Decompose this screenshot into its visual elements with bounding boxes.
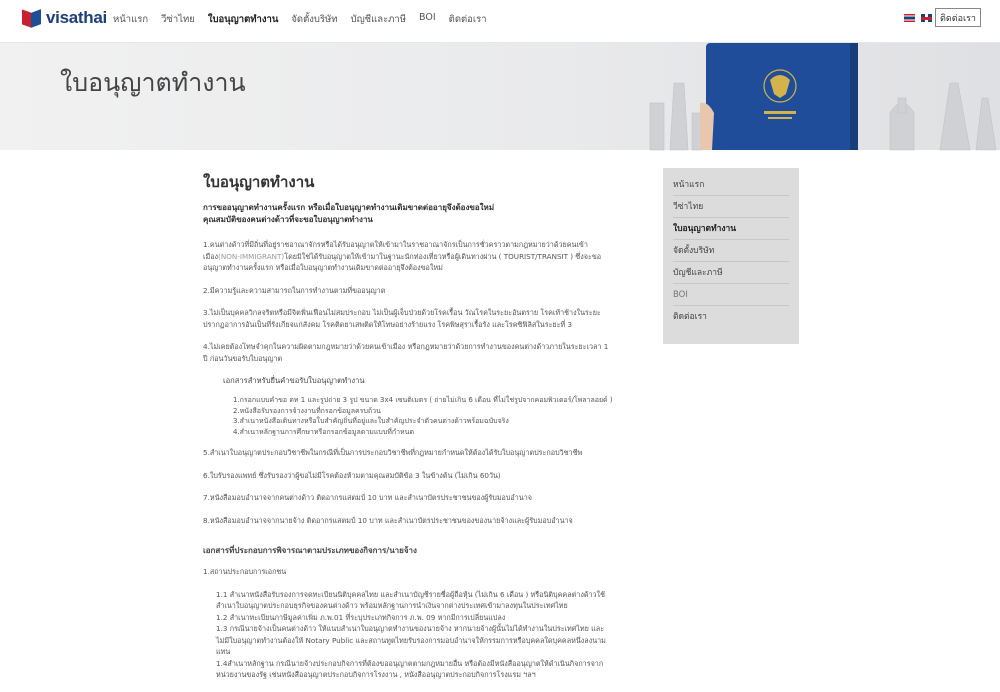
sidebar-item-work-permit[interactable]: ใบอนุญาตทำงาน xyxy=(673,218,789,240)
contact-button[interactable]: ติดต่อเรา xyxy=(935,8,981,27)
list-item: ไม่มีใบอนุญาตทำงานต้องให้ Notary Public และสถานทูตไทยรับรองการมอบอำนาจให้กรรมการหรือบุคคลใดบุคคลหนึ่งลงนาม xyxy=(216,635,606,645)
document-item-5: 5.สำเนาใบอนุญาตประกอบวิชาชีพในกรณีที่เป็นการประกอบวิชาชีพที่กฎหมายกำหนดให้ต้องได้รับใบอนุญาตประกอบวิชาชีพ xyxy=(203,448,583,457)
uk-flag-icon[interactable] xyxy=(921,14,932,22)
list-item: 1.กรอกแบบคำขอ ตท 1 และรูปถ่าย 3 รูป ขนาด 3x4 เซนติเมตร ( ถ่ายไม่เกิน 6 เดือน ที่ไม่ใช่รูปจากคอมพิวเตอร์/โพลาลอยด์ ) xyxy=(233,396,613,404)
list-item: แทน xyxy=(216,647,231,656)
work-permit-passport-image xyxy=(700,43,900,150)
nav-item-company-setup[interactable]: จัดตั้งบริษัท xyxy=(291,14,338,25)
qualification-item-4: 4.ไม่เคยต้องโทษจำคุกในความผิดตามกฎหมายว่าด้วยคนเข้าเมือง หรือกฎหมายว่าด้วยการทำงานของคนต่างด้าวภายในระยะเวลา 1 ปี ก่อนวันขอรับใบอนุญาต xyxy=(203,342,609,363)
page-banner xyxy=(0,43,1000,150)
document-item-8: 8.หนังสือมอบอำนาจจากนายจ้าง ติดอากรแสตมป์ 10 บาท และสำเนาบัตรประชาชนของของนายจ้างและผู้รับมอบอำนาจ xyxy=(203,515,573,525)
nav-item-work-permit[interactable]: ใบอนุญาตทำงาน xyxy=(207,14,279,25)
document-item-7: 7.หนังสือมอบอำนาจจากคนต่างด้าว ติดอากรแสตมป์ 10 บาท และสำเนาบัตรประชาชนของผู้รับมอบอำนาจ xyxy=(203,493,532,502)
intro-line: คุณสมบัติของคนต่างด้าวที่จะขอใบอนุญาตทำงาน xyxy=(203,214,373,224)
qualification-item-1: 1.คนต่างด้าวที่มีถิ่นที่อยู่ราชอาณาจักรหรือได้รับอนุญาตให้เข้ามาในราชอาณาจักรเป็นการชั่วคราวตามกฎหมายว่าด้วยคนเข้า เมือง(NON-IMMIGRANT)โดยมิใช่ได้รับอนุญาตให้เข้ามาในฐานะนักท่องเที่ยวหรือผู้เดินทางผ่าน ( TOURIST/TRANSIT ) ซึ่งจะขอ อนุญาตทำงานครั้งแรก หรือเมื่อใบอนุญาตทำงานเดิมขาดต่ออายุจึงต้องขอใหม่ xyxy=(203,240,602,272)
list-item: 1.2 สำเนาทะเบียนภาษีมูลค่าเพิ่ม ภ.พ.01 ที่ระบุประเภทกิจการ ภ.พ. 09 หากมีการเปลี่ยนแปลง xyxy=(216,612,506,622)
sidebar-menu xyxy=(663,168,799,344)
intro-line: การขออนุญาตทำงานครั้งแรก หรือเมื่อใบอนุญาตทำงานเดิมขาดต่ออายุจึงต้องขอใหม่ xyxy=(203,203,495,212)
list-item: 4.สำเนาหลักฐานการศึกษาหรือกรอกข้อมูลตามแบบที่กำหนด xyxy=(233,427,414,436)
nav-item-accounting-tax[interactable]: บัญชีและภาษี xyxy=(350,14,407,25)
list-item: 1.3 กรณีนายจ้างเป็นคนต่างด้าว ให้แนบสำเนาใบอนุญาตทำงานของนายจ้าง หากนายจ้างผู้นั้นไม่ได้ทำงานในประเทศไทย และ xyxy=(216,624,605,633)
site-logo[interactable] xyxy=(22,8,107,28)
sidebar-item-boi[interactable]: BOI xyxy=(673,284,789,306)
sidebar-item-accounting-tax[interactable]: บัญชีและภาษี xyxy=(673,262,789,284)
top-navigation-bar xyxy=(0,0,1000,43)
logo-text: visathai xyxy=(46,8,107,27)
list-item: 1.4สำเนาหลักฐาน กรณีนายจ้างประกอบกิจการที่ต้องขออนุญาตตามกฎหมายอื่น หรือต้องมีหนังสืออนุญาตให้ดำเนินกิจการจาก xyxy=(216,658,604,668)
documents-heading: เอกสารสำหรับยื่นคำขอรับใบอนุญาตทำงาน xyxy=(223,376,365,385)
nav-item-thai-visa[interactable]: วีซ่าไทย xyxy=(161,14,195,25)
nav-item-boi[interactable]: BOI xyxy=(419,12,436,23)
documents-list xyxy=(233,395,643,437)
sidebar-item-thai-visa[interactable]: วีซ่าไทย xyxy=(673,196,789,218)
intro-text xyxy=(203,202,643,225)
page-title: ใบอนุญาตทำงาน xyxy=(203,173,315,191)
list-item: 2.หนังสือรับรองการจ้างงานที่กรอกข้อมูลครบถ้วน xyxy=(233,406,381,415)
list-item: 1.1 สำเนาหนังสือรับรองการจดทะเบียนนิติบุคคลไทย และสำเนาบัญชีรายชื่อผู้ถือหุ้น (ไม่เกิน 6 เดือน ) หรือนิติบุคคลต่างด้าวใช้ xyxy=(216,589,605,599)
banner-title: ใบอนุญาตทำงาน xyxy=(60,68,246,97)
main-content xyxy=(203,170,643,692)
sidebar-item-contact[interactable]: ติดต่อเรา xyxy=(673,312,707,322)
thai-flag-icon[interactable] xyxy=(904,14,915,22)
visathai-logo-icon xyxy=(22,9,42,27)
document-item-6: 6.ใบรับรองแพทย์ ซึ่งรับรองว่าผู้ขอไม่มีโรคต้องห้ามตามคุณสมบัติข้อ 3 ในข้างต้น (ไม่เกิน 60วัน) xyxy=(203,470,501,480)
list-item: 3.สำเนาหนังสือเดินทางหรือใบสำคัญถิ่นที่อยู่และใบสำคัญประจำตัวคนต่างด้าวพร้อมฉบับจริง xyxy=(233,417,509,425)
main-nav xyxy=(113,12,500,27)
employer-item-1: 1.สถานประกอบการเอกชน xyxy=(203,567,287,576)
employer-sub-list xyxy=(216,589,643,681)
language-switcher xyxy=(904,14,932,22)
qualification-item-3: 3.ไม่เป็นบุคคลวิกลจริตหรือมีจิตฟั่นเฟือนไม่สมประกอบ ไม่เป็นผู้เจ็บป่วยด้วยโรคเรื้อน วัณโรคในระยะอันตราย โรคเท้าช้างในระยะ ปรากฏอาการอันเป็นที่รังเกียจแก่สังคม โรคติดยาเสพติดให้โทษอย่างร้ายแรง โรคพิษสุราเรื้อรัง และโรคซิฟิลิสในระยะที่ 3 xyxy=(203,308,601,329)
employer-documents-heading: เอกสารที่ประกอบการพิจารณาตามประเภทของกิจการ/นายจ้าง xyxy=(203,546,417,555)
nav-item-contact[interactable]: ติดต่อเรา xyxy=(448,14,487,25)
list-item: หน่วยงานของรัฐ เช่นหนังสืออนุญาตประกอบกิจการโรงงาน , หนังสืออนุญาตประกอบกิจการโรงแรม ฯลฯ xyxy=(216,670,536,679)
list-item: สำเนาใบอนุญาตประกอบธุรกิจของคนต่างด้าว พร้อมหลักฐานการนำเงินจากต่างประเทศเข้ามาลงทุนในประเทศไทย xyxy=(216,601,568,610)
nav-item-home[interactable]: หน้าแรก xyxy=(113,14,149,25)
sidebar-item-home[interactable]: หน้าแรก xyxy=(673,174,789,196)
sidebar-item-company-setup[interactable]: จัดตั้งบริษัท xyxy=(673,240,789,262)
non-immigrant-link[interactable]: (NON-IMMIGRANT) xyxy=(218,251,285,261)
qualification-item-2: 2.มีความรู้และความสามารถในการทำงานตามที่ขออนุญาต xyxy=(203,285,386,295)
